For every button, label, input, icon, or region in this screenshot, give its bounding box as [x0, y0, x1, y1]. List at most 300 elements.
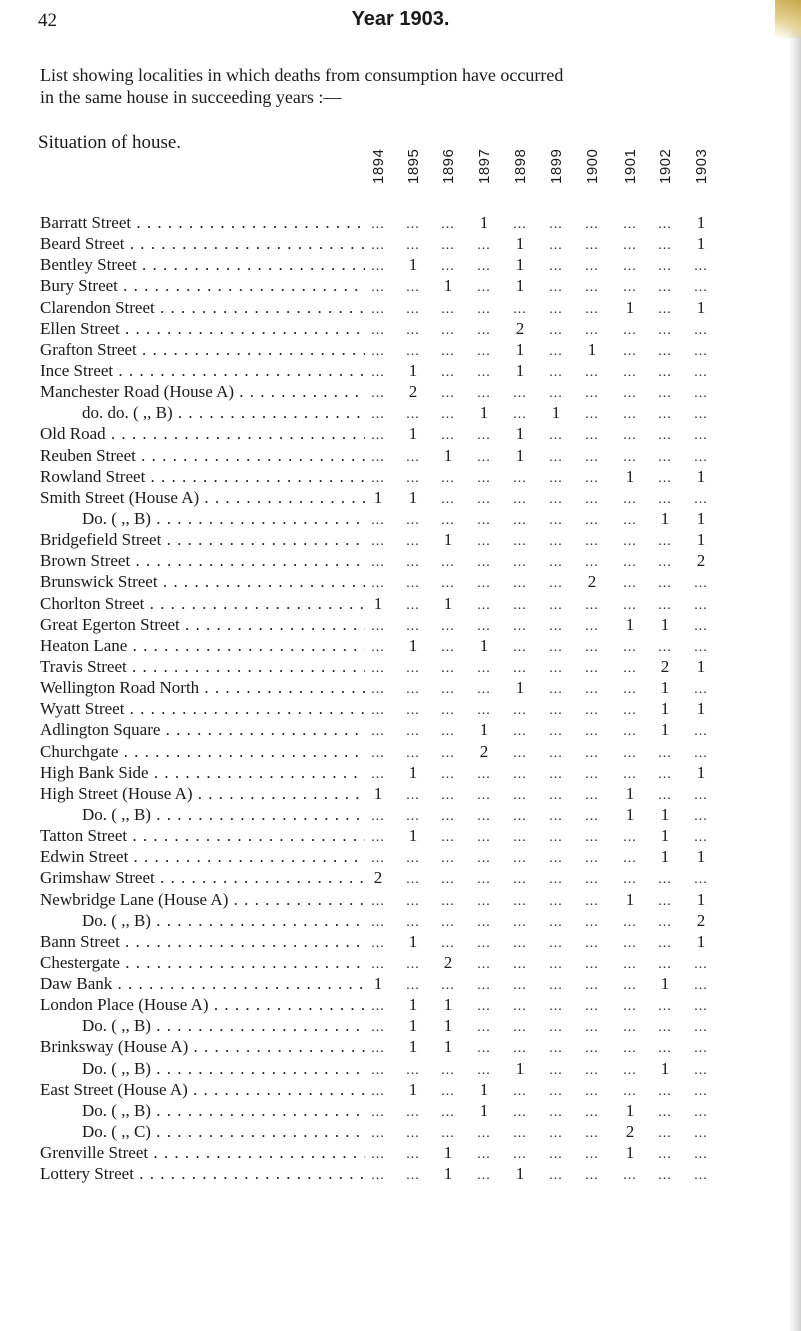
death-count-1898 [512, 910, 528, 933]
death-count-1899 [548, 1121, 564, 1144]
death-count-1894 [370, 889, 386, 912]
death-count-1895: 1 [408, 826, 418, 846]
death-count-1896: 1 [443, 1037, 453, 1057]
death-count-1899 [548, 212, 564, 235]
death-count-1899 [548, 571, 564, 594]
death-count-1903 [693, 571, 709, 594]
death-count-1895 [405, 529, 421, 552]
death-count-1901 [622, 593, 638, 616]
locality-name: High Bank Side . . . [40, 762, 365, 783]
death-count-1897 [476, 318, 492, 341]
death-count-1899 [548, 233, 564, 256]
death-count-1901 [622, 529, 638, 552]
death-count-1899 [548, 635, 564, 658]
death-count-1896 [440, 910, 456, 933]
death-count-1897 [476, 698, 492, 721]
death-count-1897 [476, 1163, 492, 1186]
death-count-1898: 1 [515, 678, 525, 698]
death-count-1902: 1 [660, 804, 670, 824]
death-count-1902 [657, 1121, 673, 1144]
death-count-1897 [476, 233, 492, 256]
death-count-1900 [584, 297, 600, 320]
table-row [0, 402, 801, 423]
death-count-1900: 1 [587, 339, 597, 359]
death-count-1894 [370, 529, 386, 552]
death-count-1902 [657, 741, 673, 764]
locality-name: Churchgate . . . [40, 741, 365, 762]
death-count-1897 [476, 783, 492, 806]
locality-name: Smith Street (House A) . . . [40, 487, 365, 508]
death-count-1903: 1 [696, 297, 706, 317]
death-count-1898 [512, 1079, 528, 1102]
death-count-1899 [548, 593, 564, 616]
death-count-1894 [370, 1015, 386, 1038]
death-count-1901 [622, 233, 638, 256]
table-row [0, 1121, 801, 1142]
death-count-1898 [512, 402, 528, 425]
death-count-1895: 1 [408, 635, 418, 655]
death-count-1903 [693, 445, 709, 468]
death-count-1902: 1 [660, 614, 670, 634]
death-count-1902 [657, 402, 673, 425]
death-count-1894 [370, 254, 386, 277]
death-count-1894 [370, 614, 386, 637]
death-count-1902: 1 [660, 847, 670, 867]
locality-name: Chorlton Street . . . [40, 593, 365, 614]
death-count-1898: 2 [515, 318, 525, 338]
death-count-1896: 2 [443, 952, 453, 972]
table-row [0, 677, 801, 698]
death-count-1897 [476, 846, 492, 869]
death-count-1895: 1 [408, 1037, 418, 1057]
death-count-1895: 1 [408, 360, 418, 380]
death-count-1899 [548, 804, 564, 827]
death-count-1901 [622, 656, 638, 679]
death-count-1899 [548, 1142, 564, 1165]
death-count-1903 [693, 1142, 709, 1165]
death-count-1897 [476, 571, 492, 594]
death-count-1896 [440, 635, 456, 658]
death-count-1902 [657, 635, 673, 658]
death-count-1901 [622, 360, 638, 383]
death-count-1897 [476, 614, 492, 637]
death-count-1899 [548, 1058, 564, 1081]
death-count-1903: 1 [696, 656, 706, 676]
death-count-1901 [622, 635, 638, 658]
death-count-1894: 1 [373, 783, 383, 803]
locality-name: Bann Street . . . [40, 931, 365, 952]
death-count-1895 [405, 1100, 421, 1123]
death-count-1901 [622, 423, 638, 446]
death-count-1897 [476, 677, 492, 700]
death-count-1899 [548, 719, 564, 742]
death-count-1901 [622, 381, 638, 404]
death-count-1896 [440, 318, 456, 341]
death-count-1899 [548, 994, 564, 1017]
table-row [0, 1100, 801, 1121]
death-count-1895 [405, 571, 421, 594]
death-count-1902 [657, 318, 673, 341]
table-row [0, 1142, 801, 1163]
death-count-1900 [584, 698, 600, 721]
locality-name: Reuben Street . . . [40, 445, 365, 466]
death-count-1895 [405, 910, 421, 933]
death-count-1897 [476, 445, 492, 468]
death-count-1895: 1 [408, 255, 418, 275]
death-count-1897 [476, 1015, 492, 1038]
death-count-1897 [476, 1121, 492, 1144]
death-count-1901: 1 [625, 889, 635, 909]
death-count-1895 [405, 402, 421, 425]
death-count-1900 [584, 275, 600, 298]
death-count-1900 [584, 1142, 600, 1165]
locality-name: Brinksway (House A) . . . [40, 1036, 365, 1057]
death-count-1898 [512, 1121, 528, 1144]
death-count-1896 [440, 1058, 456, 1081]
death-count-1901 [622, 867, 638, 890]
death-count-1902 [657, 529, 673, 552]
death-count-1897: 1 [479, 1100, 489, 1120]
death-count-1902 [657, 275, 673, 298]
death-count-1895 [405, 1121, 421, 1144]
death-count-1898 [512, 698, 528, 721]
death-count-1895 [405, 318, 421, 341]
death-count-1894 [370, 762, 386, 785]
death-count-1899 [548, 1036, 564, 1059]
death-count-1896 [440, 846, 456, 869]
death-count-1898 [512, 783, 528, 806]
table-row [0, 889, 801, 910]
death-count-1900 [584, 360, 600, 383]
death-count-1903 [693, 1121, 709, 1144]
death-count-1895: 1 [408, 1079, 418, 1099]
intro-line-2: in the same house in succeeding years :— [40, 87, 342, 107]
locality-name: Bury Street . . . [40, 275, 365, 296]
death-count-1898: 1 [515, 1058, 525, 1078]
death-count-1894 [370, 846, 386, 869]
death-count-1898 [512, 466, 528, 489]
death-count-1895 [405, 445, 421, 468]
death-count-1903 [693, 1036, 709, 1059]
locality-name: Grimshaw Street . . . [40, 867, 365, 888]
locality-name: Ellen Street . . . [40, 318, 365, 339]
death-count-1902: 2 [660, 656, 670, 676]
death-count-1897 [476, 508, 492, 531]
death-count-1902: 1 [660, 508, 670, 528]
death-count-1902 [657, 360, 673, 383]
death-count-1896: 1 [443, 530, 453, 550]
death-count-1898 [512, 635, 528, 658]
death-count-1897 [476, 762, 492, 785]
death-count-1894: 1 [373, 974, 383, 994]
death-count-1899 [548, 254, 564, 277]
death-count-1901 [622, 762, 638, 785]
table-row [0, 656, 801, 677]
death-count-1898 [512, 1142, 528, 1165]
locality-name: Chestergate . . . [40, 952, 365, 973]
death-count-1899 [548, 952, 564, 975]
death-count-1894 [370, 931, 386, 954]
death-count-1901 [622, 973, 638, 996]
death-count-1902 [657, 466, 673, 489]
death-count-1899 [548, 423, 564, 446]
table-row [0, 698, 801, 719]
year-header-1902: 1902 [657, 148, 674, 184]
death-count-1901 [622, 698, 638, 721]
death-count-1895 [405, 656, 421, 679]
death-count-1900 [584, 614, 600, 637]
death-count-1900 [584, 846, 600, 869]
death-count-1895 [405, 614, 421, 637]
table-row [0, 297, 801, 318]
death-count-1902 [657, 1163, 673, 1186]
death-count-1897 [476, 593, 492, 616]
death-count-1895 [405, 550, 421, 573]
death-count-1896 [440, 614, 456, 637]
death-count-1900 [584, 466, 600, 489]
death-count-1901 [622, 994, 638, 1017]
death-count-1894 [370, 635, 386, 658]
death-count-1898 [512, 656, 528, 679]
locality-name: Do. ( ,, C) . . . [40, 1121, 365, 1142]
death-count-1899 [548, 445, 564, 468]
locality-name: Adlington Square . . . [40, 719, 365, 740]
year-header-1900: 1900 [584, 148, 601, 184]
death-count-1898 [512, 867, 528, 890]
death-count-1903 [693, 677, 709, 700]
death-count-1900 [584, 762, 600, 785]
death-count-1902 [657, 889, 673, 912]
death-count-1897 [476, 529, 492, 552]
locality-name: Beard Street . . . [40, 233, 365, 254]
death-count-1902 [657, 1100, 673, 1123]
death-count-1899 [548, 825, 564, 848]
death-count-1901 [622, 1058, 638, 1081]
death-count-1899 [548, 656, 564, 679]
intro-paragraph [40, 64, 770, 108]
death-count-1895 [405, 783, 421, 806]
death-count-1895 [405, 1058, 421, 1081]
death-count-1896 [440, 677, 456, 700]
death-count-1895 [405, 339, 421, 362]
death-count-1894 [370, 719, 386, 742]
death-count-1899 [548, 698, 564, 721]
locality-name: Do. ( ,, B) . . . [40, 1015, 365, 1036]
death-count-1899 [548, 614, 564, 637]
death-count-1897 [476, 994, 492, 1017]
death-count-1903 [693, 1015, 709, 1038]
death-count-1901: 1 [625, 804, 635, 824]
death-count-1898 [512, 487, 528, 510]
death-count-1899 [548, 339, 564, 362]
locality-name: High Street (House A) . . . [40, 783, 365, 804]
death-count-1894: 2 [373, 868, 383, 888]
locality-name: Travis Street . . . [40, 656, 365, 677]
table-row [0, 381, 801, 402]
death-count-1898 [512, 1036, 528, 1059]
death-count-1900 [584, 593, 600, 616]
death-count-1898 [512, 952, 528, 975]
death-count-1900 [584, 804, 600, 827]
table-row [0, 1036, 801, 1057]
death-count-1897 [476, 423, 492, 446]
death-count-1903 [693, 867, 709, 890]
death-count-1897 [476, 889, 492, 912]
death-count-1894 [370, 466, 386, 489]
death-count-1900 [584, 1036, 600, 1059]
death-count-1897: 1 [479, 213, 489, 232]
death-count-1895: 1 [408, 995, 418, 1015]
table-row [0, 318, 801, 339]
death-count-1903: 1 [696, 762, 706, 782]
death-count-1894 [370, 1058, 386, 1081]
death-count-1894 [370, 233, 386, 256]
death-count-1901 [622, 1163, 638, 1186]
death-count-1895 [405, 804, 421, 827]
death-count-1900 [584, 445, 600, 468]
death-count-1899 [548, 466, 564, 489]
death-count-1894 [370, 1079, 386, 1102]
death-count-1902 [657, 445, 673, 468]
locality-name: Do. ( ,, B) . . . [40, 1100, 365, 1121]
locality-name: Grenville Street . . . [40, 1142, 365, 1163]
death-count-1900 [584, 952, 600, 975]
death-count-1900 [584, 487, 600, 510]
death-count-1902 [657, 1015, 673, 1038]
death-count-1894 [370, 698, 386, 721]
table-row [0, 846, 801, 867]
death-count-1894 [370, 677, 386, 700]
death-count-1896 [440, 889, 456, 912]
death-count-1897: 1 [479, 720, 489, 740]
death-count-1898 [512, 762, 528, 785]
death-count-1900 [584, 402, 600, 425]
death-count-1899 [548, 318, 564, 341]
table-row [0, 867, 801, 888]
death-count-1896 [440, 487, 456, 510]
death-count-1895 [405, 297, 421, 320]
death-count-1903 [693, 254, 709, 277]
death-count-1903: 1 [696, 508, 706, 528]
death-count-1903 [693, 339, 709, 362]
death-count-1894 [370, 1036, 386, 1059]
death-count-1899 [548, 783, 564, 806]
death-count-1896 [440, 719, 456, 742]
death-count-1903: 1 [696, 213, 706, 232]
death-count-1901: 1 [625, 783, 635, 803]
table-row [0, 212, 801, 233]
death-count-1899 [548, 1100, 564, 1123]
table-row [0, 1058, 801, 1079]
death-count-1898: 1 [515, 255, 525, 275]
death-count-1898 [512, 381, 528, 404]
death-count-1902 [657, 1142, 673, 1165]
death-count-1898 [512, 719, 528, 742]
death-count-1902 [657, 783, 673, 806]
death-count-1900 [584, 741, 600, 764]
death-count-1901 [622, 571, 638, 594]
death-count-1902 [657, 762, 673, 785]
death-count-1902 [657, 381, 673, 404]
death-count-1898 [512, 297, 528, 320]
death-count-1902 [657, 339, 673, 362]
death-count-1903 [693, 423, 709, 446]
death-count-1899 [548, 846, 564, 869]
death-count-1894 [370, 339, 386, 362]
death-count-1901 [622, 508, 638, 531]
death-count-1897 [476, 656, 492, 679]
death-count-1895 [405, 275, 421, 298]
death-count-1895 [405, 1142, 421, 1165]
death-count-1899 [548, 931, 564, 954]
death-count-1901: 1 [625, 297, 635, 317]
locality-name: Do. ( ,, B) . . . [40, 804, 365, 825]
death-count-1903: 1 [696, 234, 706, 254]
death-count-1903 [693, 741, 709, 764]
death-count-1902 [657, 423, 673, 446]
death-count-1896 [440, 466, 456, 489]
death-count-1901 [622, 825, 638, 848]
death-count-1902: 1 [660, 699, 670, 719]
page-number: 42 [38, 10, 57, 31]
death-count-1900 [584, 783, 600, 806]
death-count-1898 [512, 593, 528, 616]
death-count-1897: 2 [479, 741, 489, 761]
death-count-1900 [584, 233, 600, 256]
death-count-1901 [622, 910, 638, 933]
death-count-1899 [548, 1079, 564, 1102]
death-count-1894 [370, 297, 386, 320]
death-count-1897 [476, 931, 492, 954]
death-count-1894 [370, 825, 386, 848]
death-count-1902 [657, 910, 673, 933]
locality-name: East Street (House A) . . . [40, 1079, 365, 1100]
death-count-1903: 2 [696, 551, 706, 571]
death-count-1903 [693, 275, 709, 298]
death-count-1903 [693, 360, 709, 383]
death-count-1894 [370, 402, 386, 425]
death-count-1902 [657, 1079, 673, 1102]
death-count-1898 [512, 804, 528, 827]
death-count-1895: 1 [408, 931, 418, 951]
death-count-1902 [657, 931, 673, 954]
death-count-1895 [405, 952, 421, 975]
death-count-1898 [512, 825, 528, 848]
death-count-1897 [476, 550, 492, 573]
death-count-1900 [584, 212, 600, 235]
death-count-1902: 1 [660, 720, 670, 740]
death-count-1902 [657, 297, 673, 320]
death-count-1901 [622, 931, 638, 954]
year-header-1899: 1899 [548, 148, 565, 184]
table-row [0, 275, 801, 296]
death-count-1895: 2 [408, 382, 418, 402]
death-count-1894 [370, 275, 386, 298]
death-count-1902: 1 [660, 678, 670, 698]
death-count-1896 [440, 825, 456, 848]
death-count-1896 [440, 804, 456, 827]
death-count-1900 [584, 867, 600, 890]
death-count-1897 [476, 339, 492, 362]
death-count-1894 [370, 423, 386, 446]
death-count-1894 [370, 508, 386, 531]
death-count-1899 [548, 297, 564, 320]
death-count-1896 [440, 360, 456, 383]
death-count-1894: 1 [373, 593, 383, 613]
death-count-1901: 1 [625, 1100, 635, 1120]
death-count-1897 [476, 804, 492, 827]
locality-name: Edwin Street . . . [40, 846, 365, 867]
